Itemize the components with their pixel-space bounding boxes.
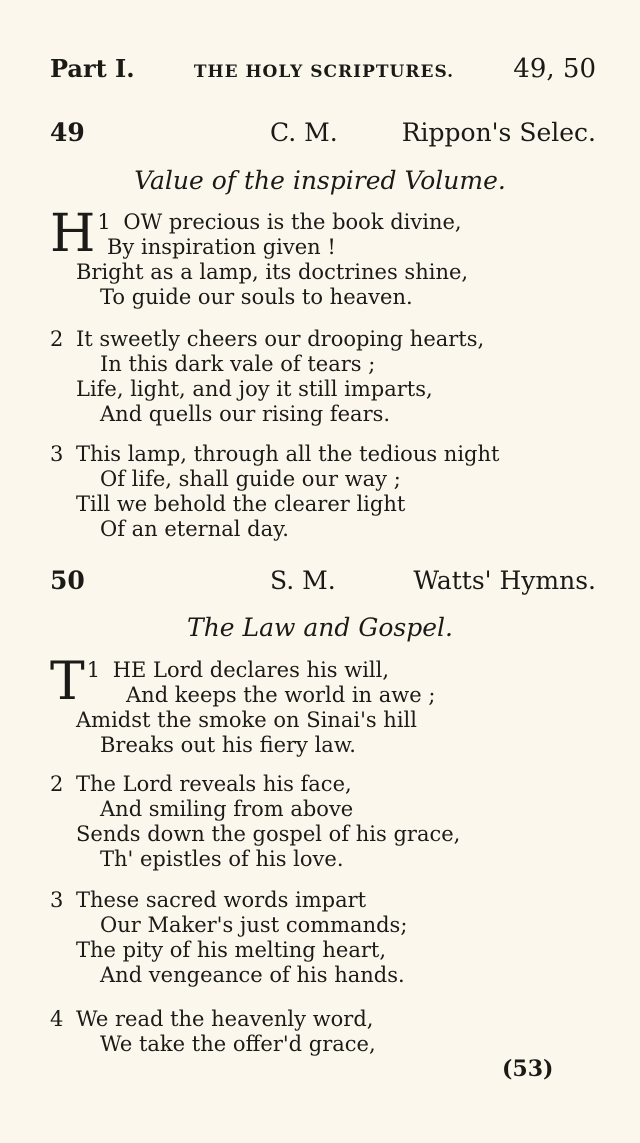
hymn-49-stanza-2	[50, 327, 484, 427]
hymn-meter: C. M.	[270, 118, 338, 147]
verse-line: And quells our rising fears.	[100, 402, 391, 426]
verse-line: This lamp, through all the tedious night	[76, 442, 500, 466]
hymn-50-stanza-2	[50, 772, 460, 872]
stanza-number: 4	[50, 1007, 64, 1031]
verse-line: And smiling from above	[100, 797, 354, 821]
verse-line: Breaks out his fiery law.	[100, 733, 356, 757]
verse-line: We read the heavenly word,	[76, 1007, 374, 1031]
drop-cap: T	[50, 652, 85, 712]
hymn-50-stanza-3	[50, 888, 407, 988]
verse-line: OW precious is the book divine,	[123, 210, 462, 234]
verse-line: Of an eternal day.	[100, 517, 289, 541]
hymn-49-title: Value of the inspired Volume.	[134, 166, 506, 195]
hymn-49-stanza-3	[50, 442, 499, 542]
stanza-number: 2	[50, 772, 64, 796]
verse-line: We take the offer'd grace,	[100, 1032, 376, 1056]
hymn-50-title: The Law and Gospel.	[187, 613, 453, 642]
hymn-50-stanza-1	[50, 652, 436, 758]
hymn-number: 50	[50, 566, 85, 595]
verse-line: Bright as a lamp, its doctrines shine,	[76, 260, 469, 284]
hymn-source: Rippon's Selec.	[401, 118, 596, 147]
stanza-number: 2	[50, 327, 64, 351]
verse-line: The Lord reveals his face,	[76, 772, 352, 796]
hymn-50-heading	[50, 566, 596, 595]
hymn-49-stanza-1	[50, 204, 469, 310]
section-title: THE HOLY SCRIPTURES.	[193, 62, 455, 82]
verse-line: These sacred words impart	[76, 888, 367, 912]
part-label: Part I.	[50, 54, 135, 83]
hymn-number: 49	[50, 118, 85, 147]
verse-line: To guide our souls to heaven.	[100, 285, 413, 309]
verse-line: HE Lord declares his will,	[112, 658, 390, 682]
verse-line: By inspiration given !	[107, 235, 336, 259]
page-number: (53)	[502, 1056, 554, 1082]
verse-line: In this dark vale of tears ;	[100, 352, 376, 376]
drop-cap: H	[50, 204, 96, 264]
verse-line: It sweetly cheers our drooping hearts,	[76, 327, 485, 351]
verse-line: Of life, shall guide our way ;	[100, 467, 401, 491]
verse-line: And keeps the world in awe ;	[126, 683, 436, 707]
hymn-49-heading	[50, 118, 596, 147]
verse-line: Th' epistles of his love.	[100, 847, 344, 871]
verse-line: Sends down the gospel of his grace,	[76, 822, 461, 846]
running-header	[50, 54, 596, 84]
verse-line: Life, light, and joy it still imparts,	[76, 377, 433, 401]
hymn-meter: S. M.	[270, 566, 336, 595]
hymn-source: Watts' Hymns.	[413, 566, 596, 595]
hymn-50-stanza-4	[50, 1007, 376, 1057]
stanza-number: 1	[86, 658, 101, 682]
verse-line: Our Maker's just commands;	[100, 913, 408, 937]
verse-line: Till we behold the clearer light	[76, 492, 406, 516]
verse-line: Amidst the smoke on Sinai's hill	[76, 708, 417, 732]
stanza-number: 3	[50, 442, 64, 466]
hymn-numbers: 49, 50	[513, 54, 596, 84]
stanza-number: 1	[97, 210, 111, 234]
stanza-number: 3	[50, 888, 64, 912]
verse-line: And vengeance of his hands.	[100, 963, 405, 987]
verse-line: The pity of his melting heart,	[76, 938, 387, 962]
